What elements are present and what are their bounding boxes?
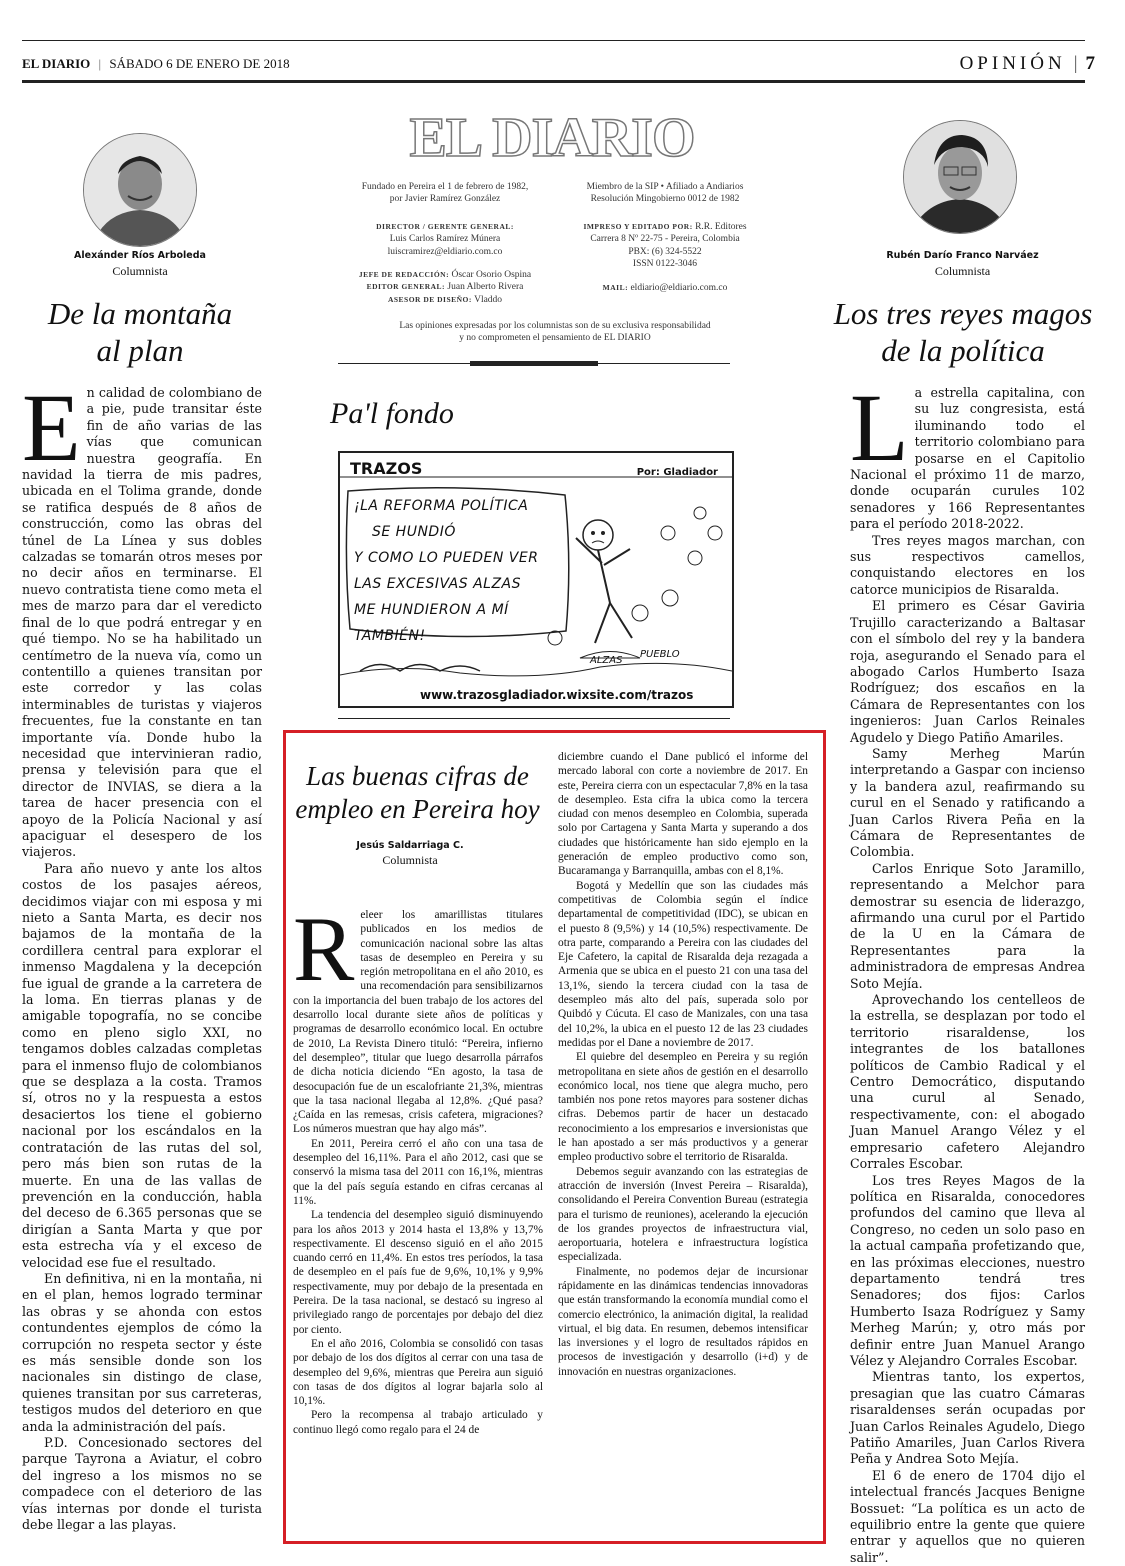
- cartoon-author: Por: Gladiador: [636, 467, 718, 478]
- article-center-col1: [293, 898, 543, 1437]
- headline-right: [828, 296, 1098, 369]
- headline-right-line2: de la política: [881, 332, 1045, 368]
- headline-left: [20, 296, 260, 369]
- cartoon-label-alzas: ALZAS: [590, 655, 623, 666]
- printed-value: R.R. Editores: [695, 222, 747, 232]
- paragraph: P.D. Concesionado sectores del parque Tayrona a Aviatur, el cobro del ingreso a los mismos no se compadece con el deterioro de las vías internas por donde el turista debe llegar a las playas.: [22, 1435, 262, 1533]
- disclaimer-line2: y no comprometen el pensamiento de EL DIARIO: [459, 333, 651, 344]
- mail-label: MAIL:: [602, 283, 629, 292]
- paragraph: Finalmente, no podemos dejar de incursionar rápidamente en las dinámicas tendencias innovadoras que están transformando la economía mundial como el comercio electrónico, la animación digital, la realidad virtual, el big data. En resumen, debemos intensificar las inversiones y el logro de resultados rápidos en procesos de investigación y desarrollo (i+d) y de innovación en nuestras organizaciones.: [558, 1265, 808, 1378]
- paragraph: diciembre cuando el Dane publicó el informe del mercado laboral con corte a noviembre de 2017. En este, Pereira cierra con un espectacular 7,8% en la tasa de desempleo. Esta cifra la ubica como la tercera ciudad con menos desempleo en Colombia, superada solo por Cartagena y Santa Marta y superando a dos ciudades que históricamente han sido ejemplo en la generación de empleo productivo como son, Bucaramanga y Barranquilla, ambas con el 8,1%.: [558, 751, 808, 878]
- author-name-right: Rubén Darío Franco Narváez: [886, 250, 1039, 261]
- page-header-left: EL DIARIO | SÁBADO 6 DE ENERO DE 2018: [22, 56, 290, 71]
- paragraph: Para año nuevo y ante los altos costos de los pasajes aéreos, decidimos viajar con mi esposa y mi nieto a Santa Marta, es decir nos bajamos de la montaña de la cordillera central para explorar el inmenso Magdalena y la decepción fue igual de grande a la carretera de la loma. En tierras planas y de amigable topografía, no se concibe como en pleno siglo XXI, no tengamos dobles calzadas completas para el inmenso flujo de colombianos que se desplaza a la costa. Tramos sí, otros no y la respuesta a estos desaciertos los tiene el gobierno nacional por los escándalos en la contratación de las rutas del sol, pero más bien son rutas de la muerte. En una de las vallas de prevención en la conducción, habla del deceso de 6.365 personas que se dirigían a Santa Marta y que por esta estrecha vía y el exceso de velocidad ese fue el resultado.: [22, 860, 262, 1270]
- paragraph: En 2011, Pereira cerró el año con una tasa de desempleo del 16,11%. Para el año 2012, casi que se conservó la misma tasa del 2011 con 16,1%, mientras que la del país seguía estando en cifras cercanas al 11%.: [293, 1137, 543, 1207]
- paragraph: Mientras tanto, los expertos, presagian que las cuatro Cámaras risaraldenses serán ocupadas por Juan Carlos Reinales Agudelo, Diego Patiño Amariles, Juan Carlos Rivera Peña y Andrea Soto Mejía.: [850, 1369, 1085, 1467]
- paragraph: Aprovechando los centelleos de la estrella, se desplazan por todo el territorio risaraldense, los integrantes de los batallones políticos de Cambio Radical y el Centro Democrático, disputando una curul al Senado, respectivamente, con: el abogado Juan Manuel Arango Vélez y el empresario cafetero Alejandro Corrales Escobar.: [850, 992, 1085, 1172]
- masthead-printer: [560, 221, 770, 270]
- paragraph: a estrella capitalina, con su luz congresista, está iluminando todo el territorio colombiano para posarse en el Capitolio Nacional el próximo 11 de marzo, donde ocuparán curules 102 senadores y 166 Representantes para el período 2018-2022.: [850, 385, 1085, 532]
- paragraph: El primero es César Gaviria Trujillo caracterizando a Baltasar con el símbolo del rey y la bandera roja, asegurando el Senado para el abogado Carlos Humberto Isaza Rodríguez; dos escaños en la Cámara de Representantes con los ingenieros: Juan Carlos Reinales Agudelo y Diego Patiño Amariles.: [850, 598, 1085, 745]
- printer-address: Carrera 8 Nº 22-75 - Pereira, Colombia: [590, 234, 740, 245]
- mail-value: eldiario@eldiario.com.co: [630, 283, 728, 293]
- section-name: OPINIÓN: [959, 53, 1066, 74]
- dropcap-left: E: [22, 374, 81, 481]
- director-label: DIRECTOR / GERENTE GENERAL:: [376, 222, 514, 231]
- dropcap-center: R: [293, 898, 355, 1000]
- masthead-founded: [340, 181, 550, 206]
- bubble-line4: LAS EXCESIVAS ALZAS: [354, 576, 522, 592]
- member-line2: Resolución Mingobierno 0012 de 1982: [590, 194, 740, 205]
- paragraph: Los tres Reyes Magos de la política en Risaralda, conocedores profundos del camino que lleva al Congreso, no ceden un solo paso en la actual campaña profetizando que, en las próximas elecciones, nuestro departamento tendrá tres Senadores; dos fijos: Carlos Humberto Isaza Rodríguez y Samy Merheg Marún; y, otro más por definir entre Juan Manuel Arango Vélez y Alejandro Corrales Escobar.: [850, 1172, 1085, 1368]
- director-email: luiscramirez@eldiario.com.co: [387, 246, 503, 257]
- headline-center-line2: empleo en Pereira hoy: [295, 794, 540, 824]
- masthead-member: [560, 181, 770, 206]
- member-line1: Miembro de la SIP • Afiliado a Andiarios: [586, 182, 744, 192]
- cartoon-section-title: Pa'l fondo: [330, 397, 454, 430]
- cartoon-title: TRAZOS: [350, 459, 423, 478]
- headline-right-line1: Los tres reyes magos: [833, 296, 1093, 331]
- paragraph: Carlos Enrique Soto Jaramillo, representando a Melchor para demostrar su esencia de liderazgo, afirmando una curul por el Partido de la U en la Cámara de Representantes para la administradora de empresas Andrea Soto Mejía.: [850, 860, 1085, 991]
- masthead-staff: [340, 269, 550, 306]
- article-center-col2: [558, 750, 808, 1379]
- masthead-disclaimer: [340, 320, 770, 345]
- editor-name: Juan Alberto Rivera: [447, 282, 524, 293]
- author-photo-right: [903, 120, 1017, 234]
- headline-center: [290, 760, 545, 826]
- bubble-line1: ¡LA REFORMA POLÍTICA: [354, 498, 529, 514]
- cartoon-url: www.trazosgladiador.wixsite.com/trazos: [420, 688, 694, 702]
- founded-line1: Fundado en Pereira el 1 de febrero de 1982,: [361, 182, 529, 192]
- paragraph: Pero la recompensa al trabajo articulado y continuo llegó como regalo para el 24 de: [293, 1409, 543, 1436]
- paragraph: La tendencia del desempleo siguió disminuyendo para los años 2013 y 2014 hasta el 13,8% y 13,7% respectivamente. El descenso siguió en el año 2015 cuando cerró en 11,4%. En estos tres períodos, la tasa de desempleo en el país fue de 9,6%, 10,1% y 9,9% respectivamente, muy por debajo de la presentada en Pereira. De la tasa nacional, se destacó su ingreso al privilegiado rango de porcentajes por debajo del diez por ciento.: [293, 1209, 543, 1336]
- jefe-label: JEFE DE REDACCIÓN:: [358, 270, 450, 279]
- asesor-label: ASESOR DE DISEÑO:: [387, 294, 472, 304]
- paragraph: eleer los amarillistas titulares publicados en los medios de comunicación nacional sobre las altas tasas de desempleo en Pereira y su región metropolitana en el año 2010, es una recomendación para sensibilizarnos con la importancia del buen trabajo de los actores del desarrollo local durante siete años de políticas y programas de desarrollo económico local. En octubre de 2010, La Revista Dinero tituló: “Pereira, infierno del desempleo”, titular que luego desarrolla párrafos de dicha noticia diciendo “En agosto, la tasa de desocupación fue de un escalofriante 21,3%, mientras que la tasa nacional llegaba al 12,8%. ¿Qué pasa? ¿Caída en las remesas, crisis cafetera, migraciones? Los números muestran que hay algo más”.: [293, 909, 543, 1136]
- cartoon-frame: [338, 451, 734, 708]
- author-role-right: Columnista: [934, 264, 991, 278]
- masthead-director: [340, 221, 550, 258]
- founded-line2: por Javier Ramírez González: [389, 194, 501, 205]
- cartoon-speech-bubble: [354, 493, 538, 649]
- paragraph: En el año 2016, Colombia se consolidó con tasas por debajo de los dos dígitos al cerrar con una tasa de desempleo del 9,6%, mientras que Pereira aun siguió con tasas de dos dígitos al lograr bajarla solo al 10,1%.: [293, 1337, 543, 1408]
- disclaimer-line1: Las opiniones expresadas por los columnistas son de su exclusiva responsabilidad: [399, 321, 711, 331]
- printer-pbx: PBX: (6) 324-5522: [628, 246, 702, 257]
- author-name-center: Jesús Saldarriaga C.: [356, 840, 464, 851]
- masthead-rule-bar: [470, 361, 598, 366]
- cartoon-label-pueblo: PUEBLO: [640, 649, 680, 660]
- asesor-name: Vladdo: [474, 294, 503, 305]
- jefe-name: Óscar Osorio Ospina: [451, 270, 532, 280]
- paragraph: Bogotá y Medellín que son las ciudades más competitivas de Colombia según el índice departamental de competitividad (IDC), se ubican en el puesto 8 (9,5%) y 14 (10,5%) respectivamente. De otra parte, comparando a Pereira con las ciudades del Eje Cafetero, la capital de Risaralda deja rezagada a Armenia que se ubica en el puesto 21 con una tasa del 13,1%, siendo la tercera ciudad con la tasa de desempleo más alto del país, superada solo por Quibdó y Cúcuta. El caso de Manizales, con una tasa del 10,2%, la ubica en el puesto 12 de las 23 ciudades medidas por el Dane a noviembre de 2017.: [558, 879, 808, 1049]
- author-role-center: Columnista: [382, 853, 438, 867]
- bubble-line5: ME HUNDIERON A MÍ: [354, 602, 509, 618]
- author-role-left: Columnista: [112, 264, 168, 278]
- paragraph: En definitiva, ni en la montaña, ni en el plan, hemos logrado terminar las obras y se ahonda con estos contundentes ejemplos de cómo la corrupción no respeta sector y éste es más sensible donde son los nacionales sin distingo de clase, quienes transitan por sus carreteras, testigos mudos del deterioro en que anda la administración del país.: [22, 1270, 262, 1434]
- editor-label: EDITOR GENERAL:: [366, 282, 446, 292]
- paper-name: EL DIARIO: [22, 56, 91, 71]
- headline-left-line2: al plan: [96, 332, 184, 368]
- masthead-logo: EL DIARIO: [409, 107, 695, 169]
- paragraph: El 6 de enero de 1704 dijo el intelectual francés Jacques Benigne Bossuet: “La política es un acto de equilibrio entre la gente que quiere entrar y aquellos que no quieren salir”.: [850, 1467, 1085, 1565]
- headline-center-line1: Las buenas cifras de: [306, 761, 529, 791]
- article-left-body: [22, 374, 262, 1533]
- bubble-line3: Y COMO LO PUEDEN VER: [354, 550, 539, 566]
- top-rule: [22, 40, 1085, 41]
- masthead-mail: [560, 282, 770, 294]
- issue-date: SÁBADO 6 DE ENERO DE 2018: [109, 56, 290, 71]
- paragraph: Samy Merheg Marún interpretando a Gaspar con incienso y la bandera azul, reafirmando su curul en el Senado y ratificando a Juan Carlos Rivera Peña en la Cámara de Representantes de Colombia.: [850, 745, 1085, 860]
- headline-left-line1: De la montaña: [47, 296, 233, 331]
- cartoon-bottom-rule: [338, 718, 730, 719]
- paragraph: El quiebre del desempleo en Pereira y su región metropolitana en siete años de gestión en el desarrollo económico local, nos tiene que alegra mucho, pero también nos pone retos mayores para sostener dichas cifras. Debemos partir de hacer un destacado reconocimiento a los empresarios e inversionistas que le han apostado a ser más productivos y a generar empleo productivo sobre el territorio de Risaralda.: [558, 1051, 808, 1164]
- page-number: 7: [1085, 53, 1095, 74]
- paragraph: Tres reyes magos marchan, con sus respectivos camellos, conquistando electores en los catorce municipios de Risaralda.: [850, 532, 1085, 597]
- bubble-line2: SE HUNDIÓ: [372, 524, 456, 540]
- author-photo-left: [83, 133, 197, 247]
- paragraph: Debemos seguir avanzando con las estrategias de atracción de inversión (Invest Pereira – Risaralda), consolidando el Pereira Convention Bureau (estrategia para el turismo de reuniones), acelerando la ejecución de los grandes proyectos de infraestructura vial, aeroportuaria, hotelera e infraestructura logística especializada.: [558, 1165, 808, 1264]
- dropcap-right: L: [850, 374, 909, 481]
- header-rule: [22, 80, 1085, 83]
- paragraph: n calidad de colombiano de a pie, pude transitar éste fin de año varias de las vías que comunican nuestra geografía. En navidad la tierra de mis padres, ubicada en el Tolima grande, donde se ratifica después de 8 años de construcción, como las obras del túnel de La Línea y sus dobles calzadas se tomarán otros meses por no decir años en terminarse. El nuevo contratista tiene como meta el mes de marzo para dar el veredicto final de lo que podrá entregar y en qué tiempo. No se ha habilitado un centímetro de la nueva vía, como un contentillo a quienes transitan por este corredor y las colas interminables de turistas y viajeros frecuentes, fue la constante en tan importante vía. Donde hubo la necesidad que intervinieran radio, prensa y televisión para que el director de INVIAS, se diera a la tarea de hacer presencia con el apoyo de la Policía Nacional y así apaciguar el desespero de los viajeros.: [22, 385, 262, 860]
- printed-label: IMPRESO Y EDITADO POR:: [583, 222, 693, 231]
- bubble-line6: TAMBIÉN!: [354, 628, 426, 644]
- article-right-body: [850, 374, 1085, 1566]
- author-name-left: Alexánder Ríos Arboleda: [74, 250, 206, 261]
- director-name: Luis Carlos Ramírez Múnera: [389, 234, 501, 245]
- issn: ISSN 0122-3046: [632, 258, 698, 269]
- page-header-right: OPINIÓN | 7: [959, 53, 1095, 74]
